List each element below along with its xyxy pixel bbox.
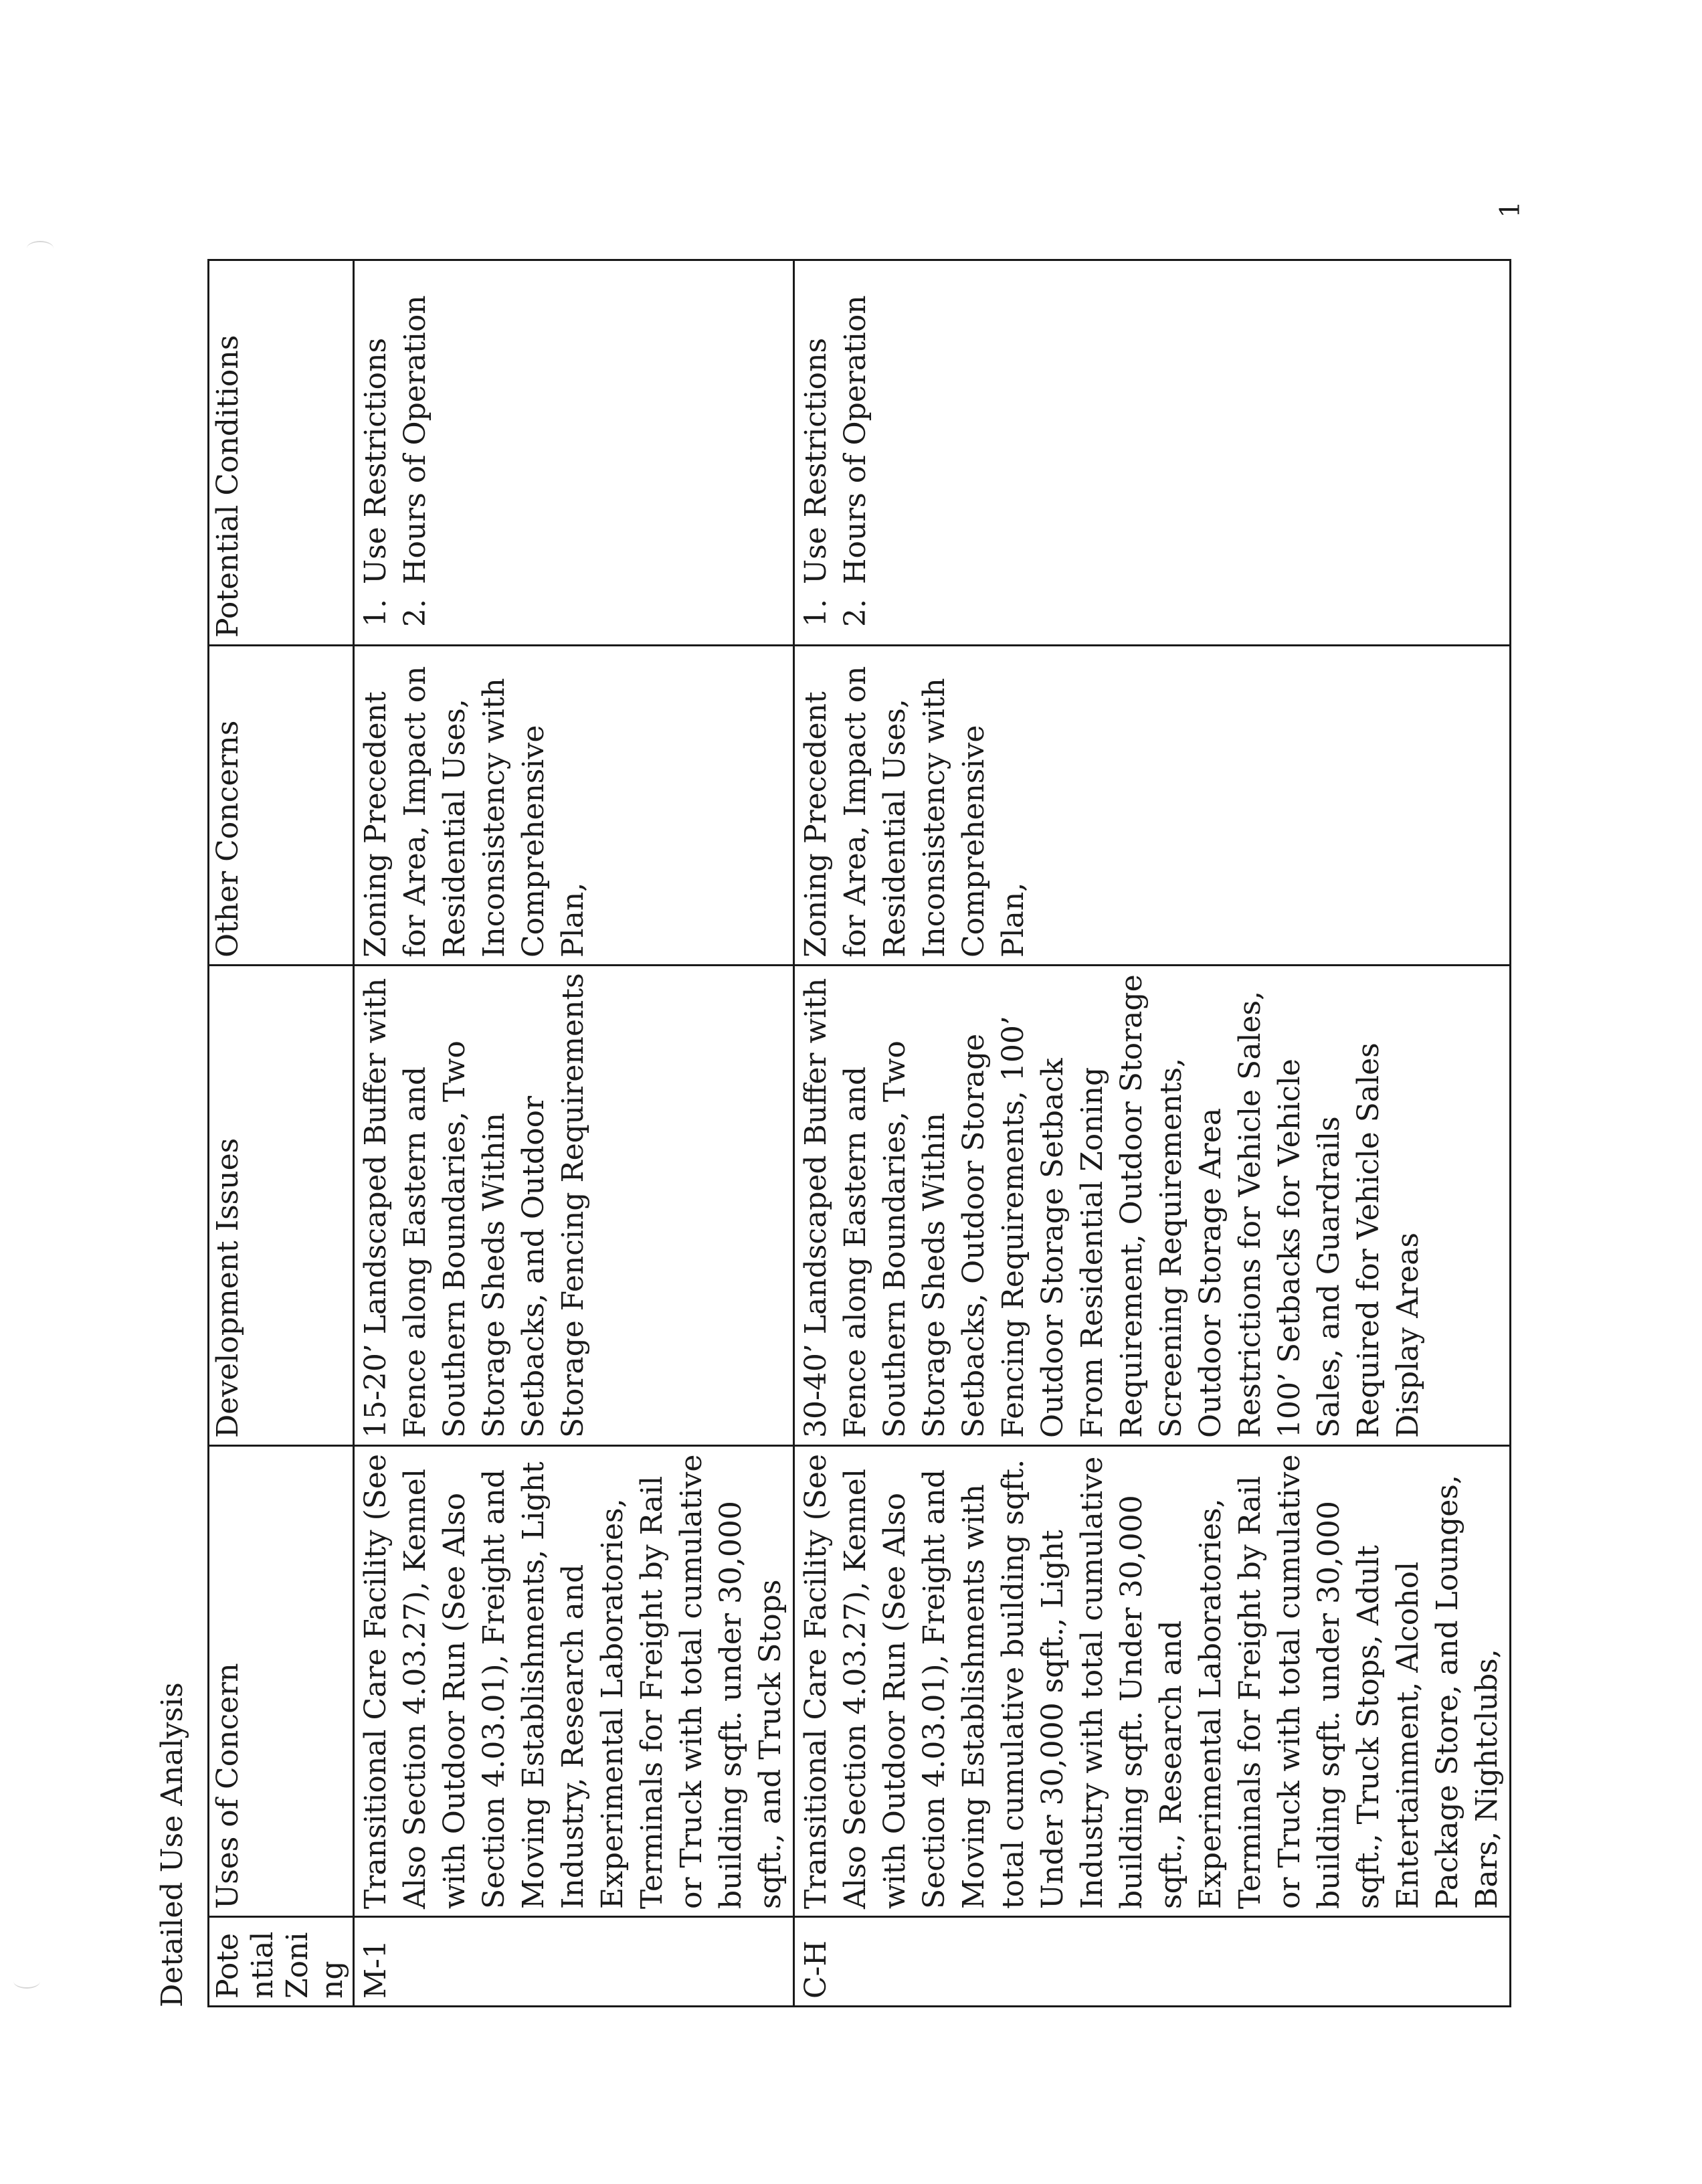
table-header-row (209, 260, 354, 2007)
conditions-list (796, 268, 875, 638)
detailed-use-table (207, 259, 1511, 2007)
cell-potential-conditions (354, 260, 794, 646)
cell-uses-of-concern: Transitional Care Facility (See Also Section 4.03.27), Kennel with Outdoor Run (See Also Section 4.03.01), Freight and Moving Establishments with total cumulative building sqft. Under 30,000 sqft., Light Industry with total cumulative building sqft. Under 30,000 sqft., Research and Experimental Laboratories, Terminals for Freight by Rail or Truck with total cumulative building sqft. under 30,000 sqft., Truck Stops, Adult Entertainment, Alcohol Package Store, and Lounges, Bars, Nightclubs, (794, 1446, 1511, 1917)
table-row-m1 (354, 260, 794, 2007)
condition-item: 2. Hours of Operation (836, 268, 875, 589)
cell-zoning: M-1 (354, 1917, 794, 2007)
cell-potential-conditions (794, 260, 1511, 646)
header-uses-of-concern: Uses of Concern (209, 1446, 354, 1917)
cell-other-concerns: Zoning Precedent for Area, Impact on Residential Uses, Inconsistency with Comprehensive Plan, (794, 646, 1511, 966)
condition-item: 1. Use Restrictions (796, 268, 836, 589)
header-potential-conditions: Potential Conditions (209, 260, 354, 646)
rotated-page-content (154, 248, 1504, 2047)
page-number: 1 (1495, 201, 1526, 218)
header-potential-zoning: Potential Zoning (209, 1917, 354, 2007)
table-row-ch (794, 260, 1511, 2007)
condition-item: 2. Hours of Operation (395, 268, 435, 589)
condition-item: 1. Use Restrictions (356, 268, 395, 589)
cell-development-issues: 30-40’ Landscaped Buffer with Fence along Eastern and Southern Boundaries, Two Storage Sheds Within Setbacks, Outdoor Storage Fencing Requirements, 100’ Outdoor Storage Setback From Residential Zoning Requirement, Outdoor Storage Screening Requirements, Outdoor Storage Area Restrictions for Vehicle Sales, 100’ Setbacks for Vehicle Sales, and Guardrails Required for Vehicle Sales Display Areas (794, 966, 1511, 1446)
scan-artifact-top (27, 241, 54, 256)
scan-artifact-bottom (13, 1974, 40, 1989)
cell-uses-of-concern: Transitional Care Facility (See Also Section 4.03.27), Kennel with Outdoor Run (See Also Section 4.03.01), Freight and Moving Establishments, Light Industry, Research and Experimental Laboratories, Terminals for Freight by Rail or Truck with total cumulative building sqft. under 30,000 sqft., and Truck Stops (354, 1446, 794, 1917)
cell-other-concerns: Zoning Precedent for Area, Impact on Residential Uses, Inconsistency with Comprehensive Plan, (354, 646, 794, 966)
document-title: Detailed Use Analysis (155, 1682, 189, 2007)
cell-zoning: C-H (794, 1917, 1511, 2007)
header-other-concerns: Other Concerns (209, 646, 354, 966)
header-development-issues: Development Issues (209, 966, 354, 1446)
conditions-list (356, 268, 435, 638)
cell-development-issues: 15-20’ Landscaped Buffer with Fence along Eastern and Southern Boundaries, Two Storage Sheds Within Setbacks, and Outdoor Storage Fencing Requirements (354, 966, 794, 1446)
